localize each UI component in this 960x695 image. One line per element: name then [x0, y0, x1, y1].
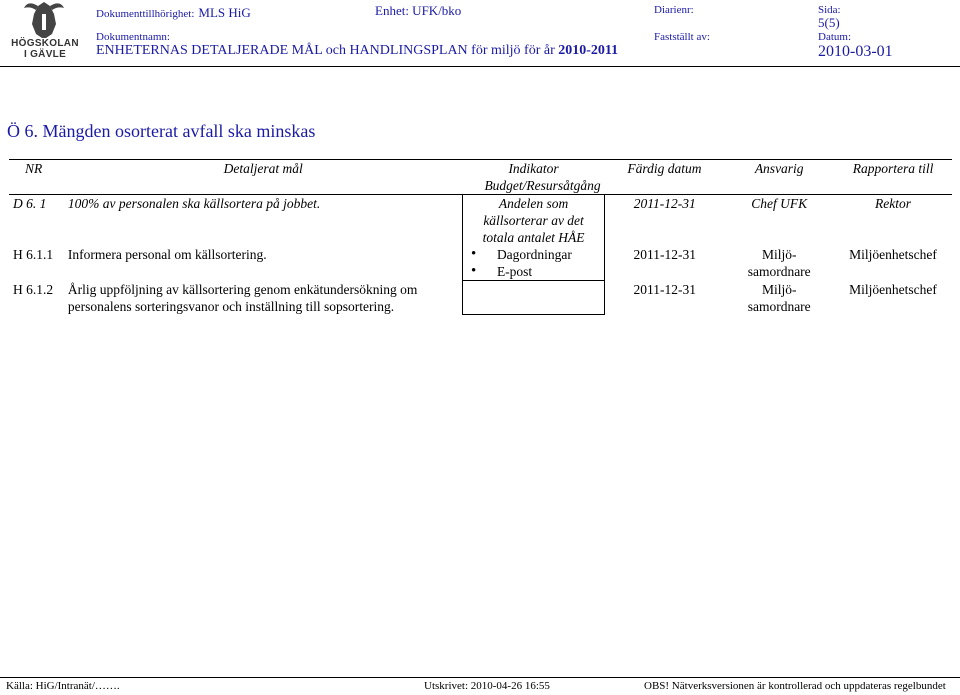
logo-line-2: I GÄVLE	[23, 49, 67, 60]
responsible-line: Miljö-	[761, 281, 797, 297]
col-budget-label: Budget/Resursåtgång	[484, 178, 601, 193]
row-indicator	[462, 281, 604, 315]
doc-name-rest: DETALJERADE MÅL och HANDLINGSPLAN för miljö för år	[187, 43, 559, 58]
footer-printed: Utskrivet: 2010-04-26 16:55	[424, 680, 550, 692]
doc-name	[96, 43, 618, 59]
row-date: 2011-12-31	[633, 281, 696, 297]
row-nr: H 6.1.1	[13, 247, 54, 262]
row-report-to: Miljöenhetschef	[849, 281, 937, 297]
col-indicator	[462, 160, 604, 195]
indicator-line: totala antalet HÅE	[482, 230, 585, 245]
responsible-line: Miljö-	[761, 247, 797, 262]
sida-value: 5(5)	[818, 15, 840, 30]
col-indicator-label: Indikator	[508, 161, 559, 176]
responsible-line: samordnare	[747, 298, 811, 314]
doc-owner-label: Dokumenttillhörighet:	[96, 8, 195, 20]
footer-divider	[0, 677, 960, 678]
table-header-row	[9, 160, 952, 195]
row-goal	[64, 281, 463, 315]
row-goal: 100% av personalen ska källsortera på jobbet.	[67, 196, 321, 211]
table-row	[9, 281, 952, 315]
diarienr-label: Diarienr:	[654, 4, 694, 16]
col-nr: NR	[9, 160, 64, 195]
doc-name-label: Dokumentnamn:	[96, 31, 170, 43]
table-row	[9, 195, 952, 247]
row-responsible	[724, 246, 834, 281]
doc-owner-value: MLS HiG	[198, 5, 251, 20]
row-responsible: Chef UFK	[751, 196, 808, 211]
footer-notice: OBS! Nätverksversionen är kontrollerad och uppdateras regelbundet	[644, 680, 946, 692]
footer-source: Källa: HiG/Intranät/…….	[6, 680, 120, 692]
plan-table	[9, 159, 952, 315]
doc-name-bold: ENHETERNAS	[96, 43, 188, 58]
col-date: Färdig datum	[605, 160, 725, 195]
datum-label: Datum:	[818, 31, 851, 43]
unit: Enhet: UFK/bko	[375, 3, 462, 18]
doc-name-year: 2010-2011	[558, 43, 619, 58]
goat-emblem-icon	[8, 0, 80, 40]
row-goal: Informera personal om källsortering.	[67, 247, 267, 262]
goal-line: personalens sorteringsvanor och inställning till sopsortering.	[67, 298, 395, 314]
row-nr: D 6. 1	[13, 196, 47, 211]
goal-line: Årlig uppföljning av källsortering genom enkätundersökning om	[67, 281, 418, 297]
logo-line-1: HÖGSKOLAN	[11, 38, 79, 49]
doc-owner	[96, 4, 251, 22]
indicator-line: Andelen som	[498, 196, 569, 211]
bullet-item: • Dagordningar	[497, 246, 600, 263]
indicator-line: källsorterar av det	[483, 213, 584, 228]
row-report-to: Miljöenhetschef	[849, 247, 937, 262]
col-goal: Detaljerat mål	[64, 160, 463, 195]
indicator-bullets	[467, 246, 600, 280]
row-indicator	[462, 195, 604, 247]
col-report-to: Rapportera till	[834, 160, 952, 195]
datum-value: 2010-03-01	[818, 43, 893, 60]
bullet-item: • E-post	[497, 263, 600, 280]
row-indicator	[462, 246, 604, 281]
col-responsible: Ansvarig	[724, 160, 834, 195]
sida-label: Sida:	[818, 4, 841, 16]
row-date: 2011-12-31	[633, 247, 696, 262]
row-report-to: Rektor	[875, 196, 912, 211]
faststallt-label: Fastställt av:	[654, 31, 710, 43]
row-nr: H 6.1.2	[13, 281, 54, 297]
section-heading: Ö 6. Mängden osorterat avfall ska minskas	[7, 121, 316, 141]
header-divider	[0, 66, 960, 67]
responsible-line: samordnare	[747, 264, 811, 279]
row-date: 2011-12-31	[633, 196, 696, 211]
table-row	[9, 246, 952, 281]
row-responsible	[724, 281, 834, 315]
